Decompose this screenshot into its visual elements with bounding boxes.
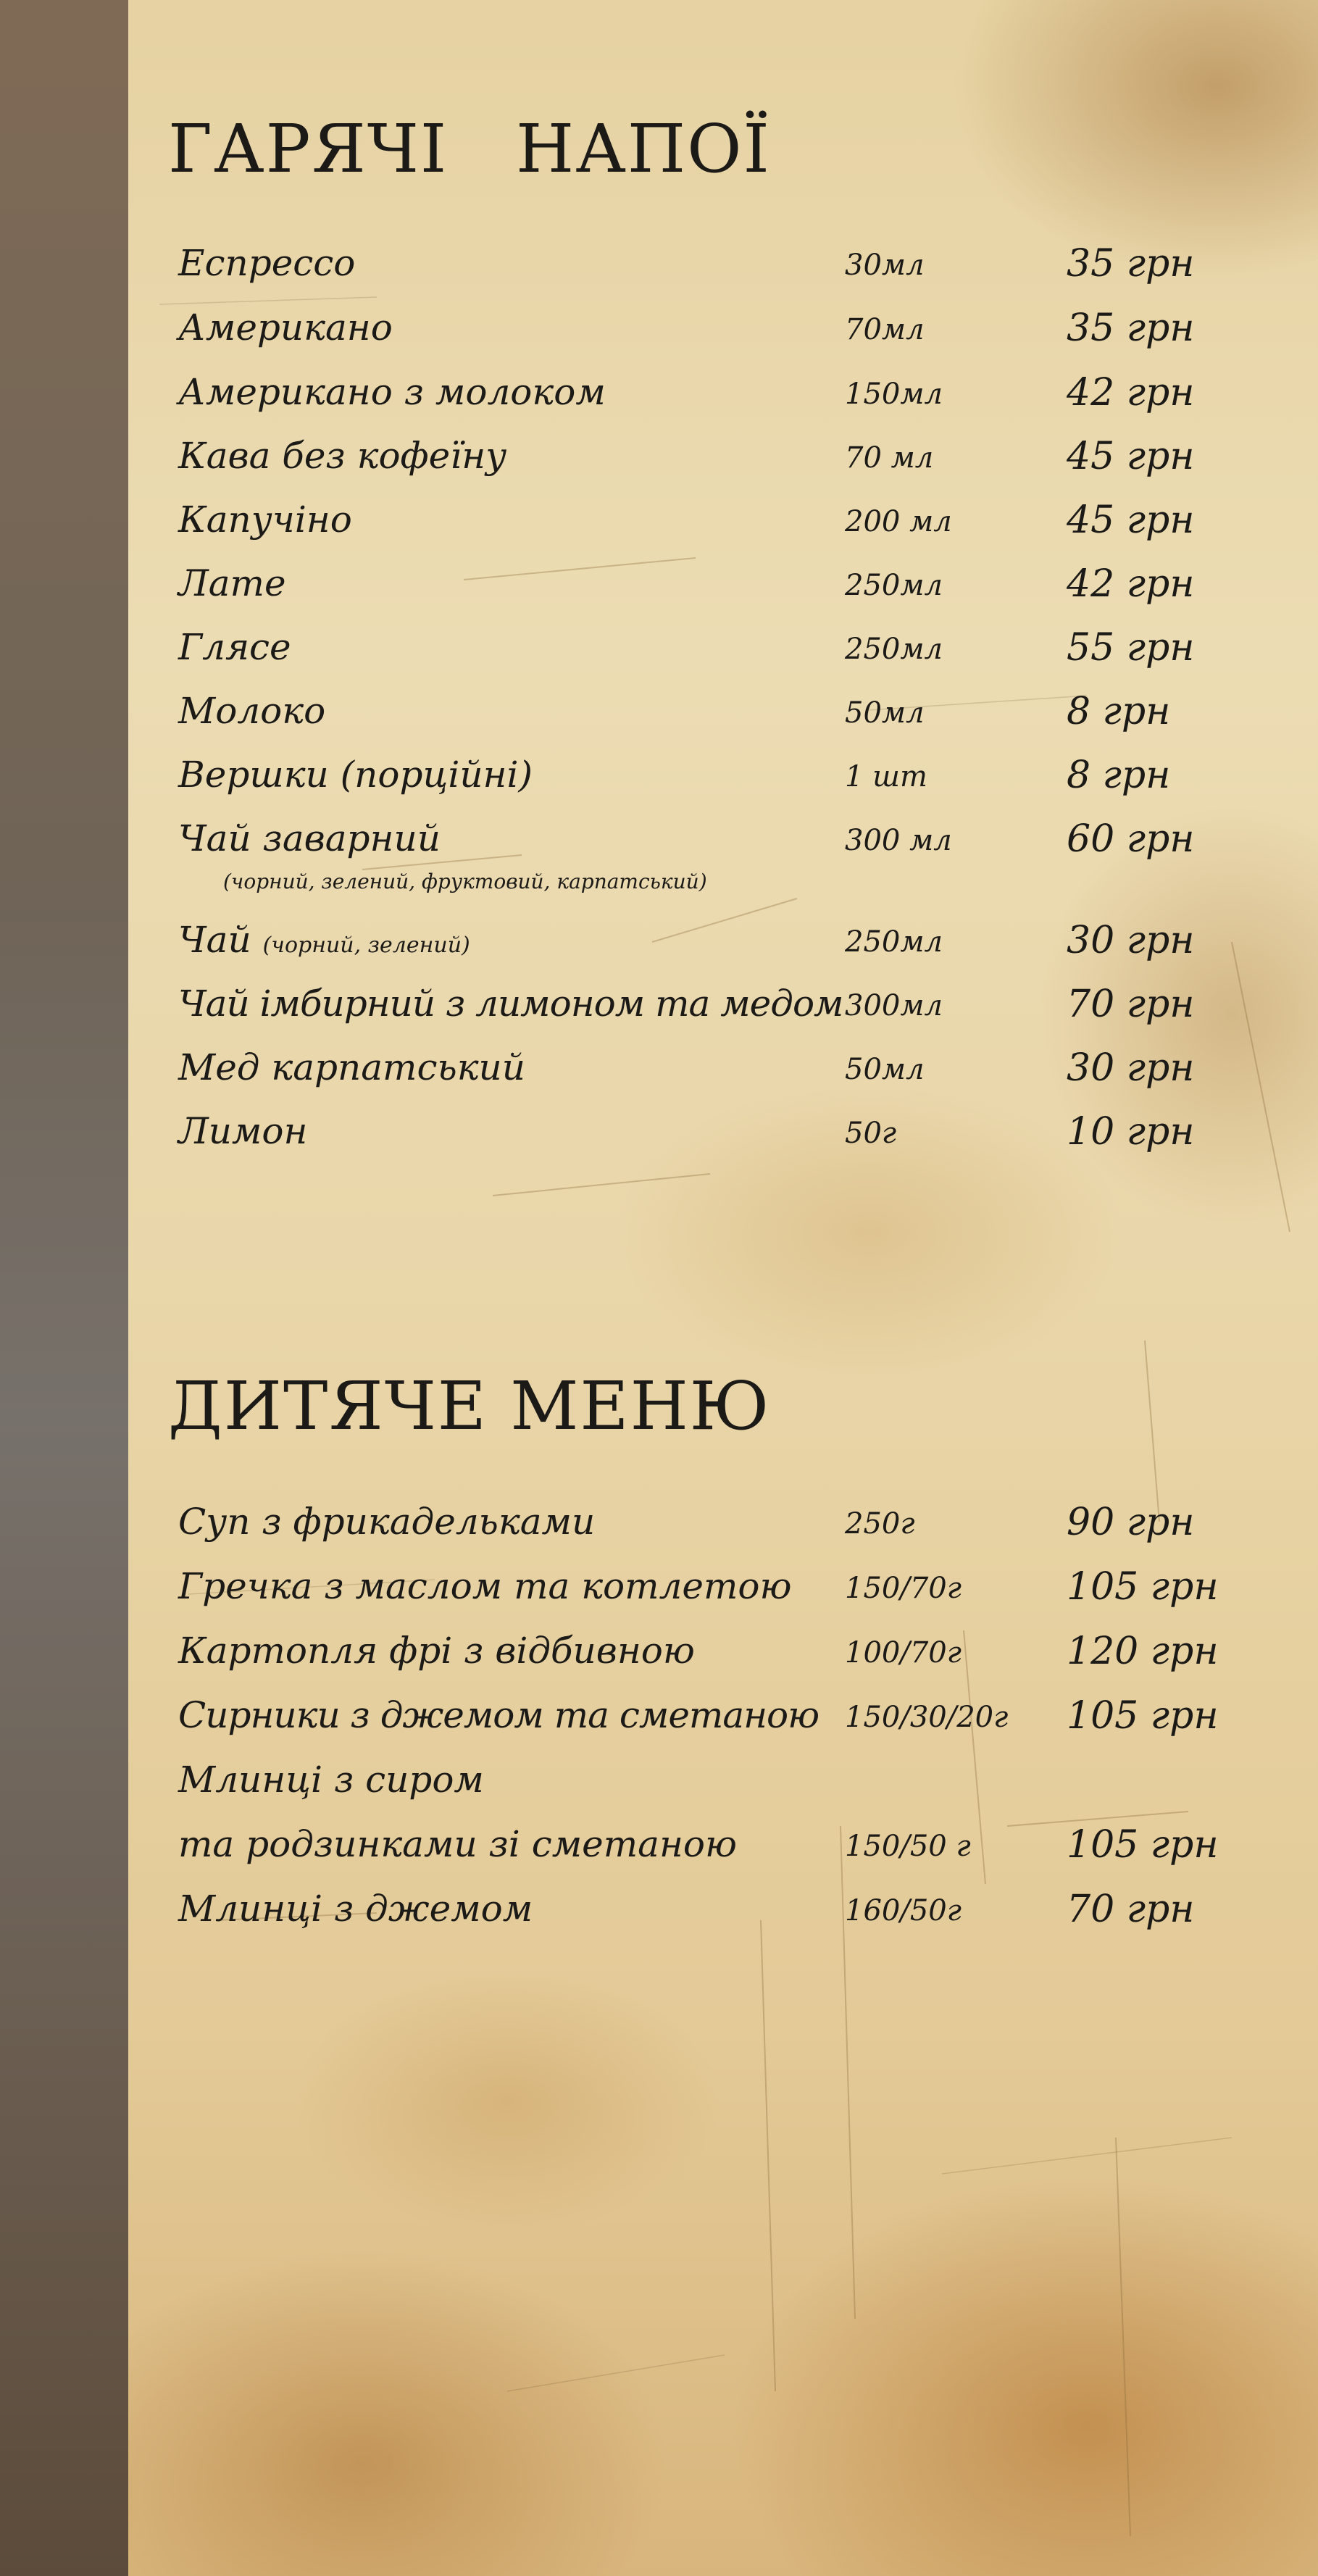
item-volume: 250г xyxy=(845,1507,915,1541)
item-price: 42 грн xyxy=(1067,562,1195,606)
menu-row-cappuccino xyxy=(0,501,1318,559)
item-volume: 70 мл xyxy=(845,441,934,475)
item-name: Чай імбирний з лимоном та медом xyxy=(178,983,843,1025)
menu-row-cream xyxy=(0,756,1318,814)
item-volume: 50мл xyxy=(845,696,925,730)
item-name: Американо з молоком xyxy=(178,371,606,413)
item-price: 42 грн xyxy=(1067,371,1195,414)
tea-inline-note: (чорний, зелений) xyxy=(262,933,470,958)
item-name: Суп з фрикадельками xyxy=(178,1501,596,1543)
item-name-continued: та родзинками зі сметаною xyxy=(178,1823,738,1865)
item-name: Млинці з джемом xyxy=(178,1888,533,1930)
item-price: 45 грн xyxy=(1067,435,1195,478)
item-name: Глясе xyxy=(178,626,291,668)
menu-row-americano xyxy=(0,309,1318,367)
item-volume: 150/50 г xyxy=(845,1830,971,1863)
item-price: 105 грн xyxy=(1067,1694,1219,1738)
item-price: 70 грн xyxy=(1067,983,1195,1026)
menu-row-pancakes-cheese xyxy=(0,1759,1318,1820)
menu-row-lemon xyxy=(0,1110,1318,1171)
menu-row-honey xyxy=(0,1046,1318,1107)
item-volume: 250мл xyxy=(845,633,943,666)
item-name: Кава без кофеїну xyxy=(178,435,507,477)
item-name: Американо xyxy=(178,307,393,349)
item-name-text: Чай xyxy=(178,919,251,961)
item-price: 70 грн xyxy=(1067,1888,1195,1931)
item-price: 10 грн xyxy=(1067,1110,1195,1154)
item-volume: 150/30/20г xyxy=(845,1701,1009,1734)
menu-row-buckwheat xyxy=(0,1565,1318,1626)
item-volume: 300 мл xyxy=(845,824,952,857)
item-price: 8 грн xyxy=(1067,690,1171,733)
item-price: 8 грн xyxy=(1067,754,1171,797)
item-price: 105 грн xyxy=(1067,1823,1219,1867)
item-price: 90 грн xyxy=(1067,1501,1195,1544)
menu-row-fries-chop xyxy=(0,1630,1318,1691)
item-volume: 50мл xyxy=(845,1053,925,1086)
item-name: Еспрессо xyxy=(178,242,356,284)
item-price: 60 грн xyxy=(1067,817,1195,861)
item-volume: 50г xyxy=(845,1117,897,1150)
item-volume: 200 мл xyxy=(845,505,952,538)
item-price: 35 грн xyxy=(1067,242,1195,285)
item-name: Мед карпатський xyxy=(178,1046,525,1088)
menu-row-meatball-soup xyxy=(0,1501,1318,1562)
menu-row-syrnyky xyxy=(0,1694,1318,1755)
item-price: 120 грн xyxy=(1067,1630,1219,1673)
kids-menu-heading: ДИТЯЧЕ МЕНЮ xyxy=(168,1367,771,1445)
menu-row-tea xyxy=(0,919,1318,980)
item-volume: 150/70г xyxy=(845,1572,962,1605)
item-name: Гречка з маслом та котлетою xyxy=(178,1565,792,1607)
item-price: 45 грн xyxy=(1067,499,1195,542)
item-volume: 300мл xyxy=(845,989,943,1022)
menu-row-glace xyxy=(0,626,1318,687)
item-name: Картопля фрі з відбивною xyxy=(178,1630,695,1672)
item-price: 55 грн xyxy=(1067,626,1195,670)
item-name: Молоко xyxy=(178,690,326,732)
item-volume: 150мл xyxy=(845,378,943,411)
brewed-tea-note: (чорний, зелений, фруктовий, карпатський) xyxy=(223,870,707,893)
item-volume: 160/50г xyxy=(845,1894,962,1927)
menu-row-pancakes-cheese-line2 xyxy=(0,1823,1318,1884)
item-volume: 100/70г xyxy=(845,1636,962,1670)
item-name: Вершки (порційні) xyxy=(178,754,533,796)
item-volume: 30мл xyxy=(845,249,925,282)
menu-row-milk xyxy=(0,690,1318,751)
item-volume: 70мл xyxy=(845,313,925,346)
item-price: 30 грн xyxy=(1067,919,1195,962)
item-name: Сирники з джемом та сметаною xyxy=(178,1694,819,1736)
item-volume: 250мл xyxy=(845,925,943,959)
menu-row-pancakes-jam xyxy=(0,1888,1318,1948)
item-volume: 1 шт xyxy=(845,760,927,793)
hot-drinks-heading: ГАРЯЧІ НАПОЇ xyxy=(168,110,771,188)
item-name: Лате xyxy=(178,562,286,604)
menu-row-ginger-tea xyxy=(0,985,1318,1043)
menu-row-decaf xyxy=(0,435,1318,496)
item-name: Млинці з сиром xyxy=(178,1759,484,1801)
menu-row-latte xyxy=(0,562,1318,623)
item-price: 105 грн xyxy=(1067,1565,1219,1609)
menu-row-espresso xyxy=(0,242,1318,303)
item-price: 35 грн xyxy=(1067,307,1195,350)
item-name: Лимон xyxy=(178,1110,308,1152)
item-volume: 250мл xyxy=(845,569,943,602)
item-price: 30 грн xyxy=(1067,1046,1195,1090)
menu-row-americano-milk xyxy=(0,371,1318,432)
item-name xyxy=(178,919,470,961)
item-name: Чай заварний xyxy=(178,817,441,859)
item-name: Капучіно xyxy=(178,499,352,541)
